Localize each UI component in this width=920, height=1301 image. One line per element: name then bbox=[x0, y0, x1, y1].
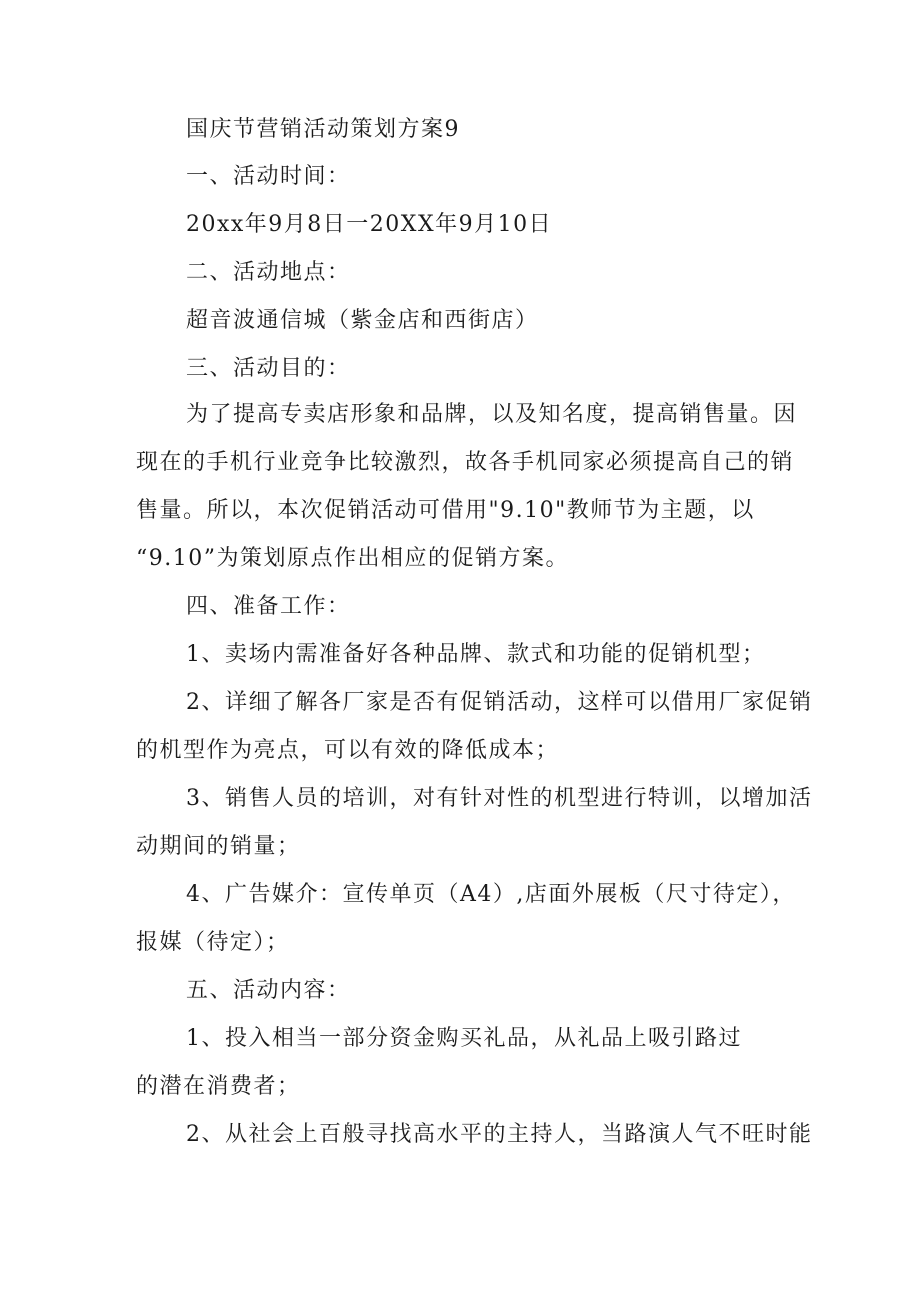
prep-item-2-line-1: 2、详细了解各厂家是否有促销活动，这样可以借用厂家促销 bbox=[186, 690, 813, 715]
purpose-line-4: “9.10”为策划原点作出相应的促销方案。 bbox=[136, 546, 569, 571]
content-item-1-line-2: 的潜在消费者； bbox=[136, 1074, 301, 1099]
section-heading-content: 五、活动内容： bbox=[186, 978, 351, 1003]
section-body-location: 超音波通信城（紫金店和西街店） bbox=[186, 308, 539, 333]
prep-item-3-line-1: 3、销售人员的培训，对有针对性的机型进行特训，以增加活 bbox=[186, 786, 813, 811]
section-heading-purpose: 三、活动目的： bbox=[186, 356, 351, 381]
prep-item-4-line-1: 4、广告媒介：宣传单页（A4）,店面外展板（尺寸待定）， bbox=[186, 882, 796, 907]
section-heading-location: 二、活动地点： bbox=[186, 260, 351, 285]
content-item-1-line-1: 1、投入相当一部分资金购买礼品，从礼品上吸引路过 bbox=[186, 1026, 742, 1051]
content-item-2-line-1: 2、从社会上百般寻找高水平的主持人，当路演人气不旺时能 bbox=[186, 1122, 813, 1147]
section-heading-time: 一、活动时间： bbox=[186, 164, 351, 189]
purpose-line-2: 现在的手机行业竞争比较激烈，故各手机同家必须提高自己的销 bbox=[136, 450, 795, 475]
section-body-time: 20xx年9月8日一20XX年9月10日 bbox=[186, 212, 553, 237]
document-title: 国庆节营销活动策划方案9 bbox=[186, 117, 460, 142]
prep-item-2-line-2: 的机型作为亮点，可以有效的降低成本； bbox=[136, 738, 560, 763]
section-heading-preparation: 四、准备工作： bbox=[186, 594, 351, 619]
purpose-line-3: 售量。所以，本次促销活动可借用"9.10"教师节为主题，以 bbox=[136, 498, 755, 523]
prep-item-3-line-2: 动期间的销量； bbox=[136, 834, 301, 859]
purpose-line-1: 为了提高专卖店形象和品牌，以及知名度，提高销售量。因 bbox=[186, 402, 798, 427]
prep-item-1: 1、卖场内需准备好各种品牌、款式和功能的促销机型； bbox=[186, 642, 766, 667]
prep-item-4-line-2: 报媒（待定）； bbox=[136, 930, 290, 955]
